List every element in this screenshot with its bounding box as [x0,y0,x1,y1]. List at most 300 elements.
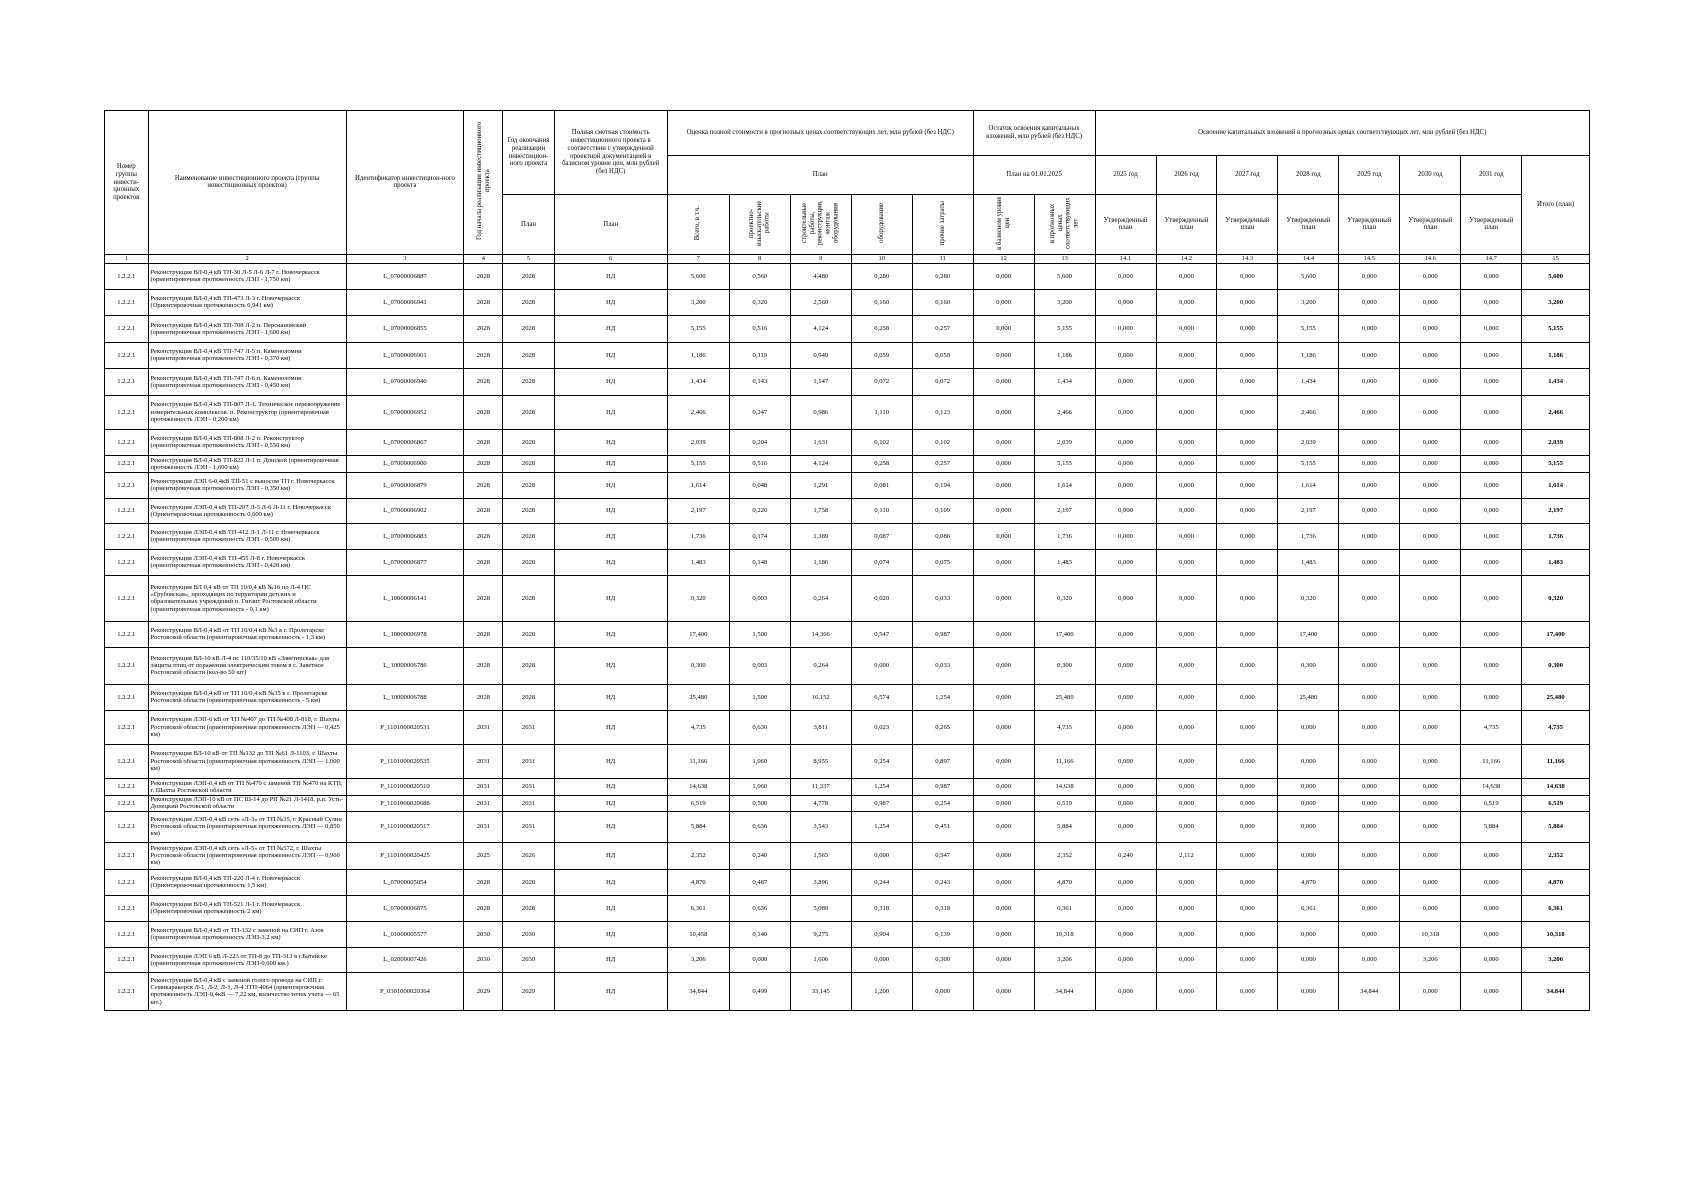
table-cell: 25,480 [1278,684,1339,710]
column-number: 3 [346,254,464,263]
table-cell: 0,119 [729,342,790,368]
table-cell: 0,000 [1339,647,1400,684]
table-cell: 0,000 [1461,842,1522,869]
table-row [105,289,1590,315]
header-remaining: Остаток освоения капитальных вложений, млн рублей (без НДС) [973,111,1095,156]
table-cell: 6,361 [1034,895,1095,921]
table-row [105,895,1590,921]
table-cell: 0,000 [973,778,1034,795]
table-cell: 0,265 [912,710,973,744]
table-cell: 1.2.2.1 [105,811,149,842]
table-cell: 0,500 [729,795,790,811]
table-cell: 10,318 [1400,921,1461,947]
project-name-cell: Реконструкция ВЛ-0,4 кВ ТП-473 Л-3 г. Новочеркасск (Ориентировочная протяженность 0,941 км) [148,289,346,315]
table-cell: 0,000 [1339,842,1400,869]
project-name-cell: Реконструкция ВЛ-0,4 кВ ТП-521 Л-1 г. Новочеркасск (Ориентировочная протяженность 2 км) [148,895,346,921]
table-cell: 0,254 [851,744,912,778]
table-cell: 0,000 [1278,744,1339,778]
table-cell: 1,434 [667,368,729,395]
table-cell: 0,000 [1461,921,1522,947]
table-cell: 1,434 [1034,368,1095,395]
table-cell: 0,000 [1156,778,1217,795]
table-cell: 0,000 [1461,647,1522,684]
table-cell: 0,000 [1217,811,1278,842]
table-cell: 5,884 [1034,811,1095,842]
table-cell: 2028 [464,368,503,395]
header-start-year: Год начала реализации инвестиционного проекта [464,111,503,255]
table-cell: L_07000006867 [346,429,464,455]
table-cell: 2031 [464,795,503,811]
table-cell: 0,000 [1156,895,1217,921]
header-year-2030: 2030 год [1400,156,1461,195]
project-name-cell: Реконструкция ВЛ-0,4 кВ ТП-822 Л-1 п. Донской (ориентировочная протяженность ЛЭП - 1,600 км) [148,455,346,472]
table-cell: НД [554,921,667,947]
table-cell: 0,059 [851,342,912,368]
table-cell: 4,124 [790,455,851,472]
table-cell: 0,000 [1095,684,1156,710]
project-name-cell: Реконструкция ВЛ-0,4 кВ ТП-30 Л-5 Л-6 Л-7 г. Новочеркасск (ориентировочная протяженность ЛЭП - 1,750 км) [148,263,346,289]
table-cell: 1,565 [790,842,851,869]
table-cell: 0,000 [1461,523,1522,549]
table-cell: 0,000 [1217,947,1278,972]
table-cell: 0,000 [1339,289,1400,315]
total-cell: 6,361 [1522,895,1590,921]
table-cell: 0,000 [1095,869,1156,895]
table-row [105,498,1590,523]
table-cell: 11,337 [790,778,851,795]
table-cell: НД [554,684,667,710]
table-cell: 0,300 [1034,647,1095,684]
table-cell: 0,000 [973,947,1034,972]
table-cell: 3,200 [667,289,729,315]
table-cell: 1,254 [851,778,912,795]
table-cell: 2028 [503,455,554,472]
table-cell: 0,000 [1461,684,1522,710]
table-cell: 0,000 [1339,621,1400,647]
table-cell: 5,155 [1034,315,1095,342]
table-cell: 0,318 [912,895,973,921]
table-cell: 3,206 [1034,947,1095,972]
table-cell: 2028 [464,289,503,315]
table-cell: L_07000006877 [346,549,464,575]
table-cell: 0,300 [667,647,729,684]
header-plan-date: План на 01.01.2025 [973,156,1095,195]
table-cell: 2028 [503,289,554,315]
table-cell: 2,352 [1034,842,1095,869]
header-plan-estimate: План [554,195,667,255]
table-cell: 2028 [464,472,503,498]
table-cell: НД [554,621,667,647]
project-name-cell: Реконструкция ЛЭП-0,4 кВ сеть «Л-3» от ТП №35, г. Красный Сулин Ростовской области (ориентировочная протяженность ЛЭП — 0,850 км) [148,811,346,842]
table-cell: P_0301000020364 [346,972,464,1010]
table-cell: 2028 [503,368,554,395]
table-cell: 2,112 [1156,842,1217,869]
table-cell: 0,904 [851,921,912,947]
header-plan: План [667,156,973,195]
table-cell: 0,000 [1400,315,1461,342]
table-cell: 2028 [503,575,554,621]
table-cell: 0,139 [912,921,973,947]
table-cell: 0,000 [1339,523,1400,549]
project-name-cell: Реконструкция ВЛ-0,4 кВ от ТП 10/0,4 кВ №35 в г. Пролетарске Ростовской области (ориентировочная протяженность - 5 км) [148,684,346,710]
table-cell: 0,204 [729,429,790,455]
table-cell: 2,466 [1034,395,1095,429]
table-cell: 0,000 [1217,621,1278,647]
header-base-prices: в базисном уровне цен [973,195,1034,255]
table-row [105,342,1590,368]
table-cell: 0,000 [1400,744,1461,778]
table-cell: 0,000 [1217,842,1278,869]
table-cell: 6,574 [851,684,912,710]
table-cell: 14,638 [667,778,729,795]
table-cell: 0,000 [1461,455,1522,472]
table-cell: 2029 [503,972,554,1010]
table-cell: L_07000006879 [346,472,464,498]
header-approved-2030: Утвержденный план [1400,195,1461,255]
table-cell: 1,254 [851,811,912,842]
table-cell: 0,000 [1400,621,1461,647]
table-cell: НД [554,575,667,621]
table-cell: 0,000 [1278,811,1339,842]
project-name-cell: Реконструкция ВЛ-0,4 кВ ТП-708 Л-2 п. Персиановский (ориентировочная протяженность ЛЭП - 1,600 км) [148,315,346,342]
table-cell: 3,206 [667,947,729,972]
header-approved-2027: Утвержденный план [1217,195,1278,255]
table-cell: 4,778 [790,795,851,811]
table-cell: 0,000 [1278,972,1339,1010]
table-cell: 1,736 [1034,523,1095,549]
table-cell: 0,000 [1400,455,1461,472]
table-cell: 0,000 [973,744,1034,778]
table-cell: 0,000 [1095,472,1156,498]
table-cell: 6,519 [667,795,729,811]
table-cell: 1.2.2.1 [105,498,149,523]
table-cell: 5,600 [1278,263,1339,289]
table-cell: 0,300 [1278,647,1339,684]
project-name-cell: Реконструкция ВЛ-0,4 кВ от ТП 10/0,4 кВ №3 в г. Пролетарске Ростовской области (ориентировочная протяженность - 1,3 км) [148,621,346,647]
table-cell: 1.2.2.1 [105,684,149,710]
table-cell: 1.2.2.1 [105,455,149,472]
header-plan-end: План [503,195,554,255]
project-name-cell: Реконструкция ЛЭП-6 кВ от ТП №407 до ТП №408 Л-818, г. Шахты Ростовской области (ориентировочная протяженность ЛЭП — 0,425 км) [148,710,346,744]
header-end-year: Год окончания реализации инвестицион-ного проекта [503,111,554,195]
table-cell: 0,000 [1217,744,1278,778]
table-cell: L_07000006901 [346,342,464,368]
table-cell: 0,320 [1034,575,1095,621]
column-number: 14.4 [1278,254,1339,263]
table-cell: 11,166 [1461,744,1522,778]
table-cell: 0,000 [1278,842,1339,869]
table-cell: 0,000 [912,972,973,1010]
table-cell: НД [554,315,667,342]
table-cell: 5,155 [1034,455,1095,472]
table-cell: 5,155 [1278,315,1339,342]
table-cell: 2,466 [1278,395,1339,429]
table-cell: 0,110 [851,498,912,523]
table-cell: 1,389 [790,523,851,549]
table-row [105,795,1590,811]
table-cell: 0,000 [1217,315,1278,342]
table-cell: НД [554,710,667,744]
table-cell: 4,735 [1034,710,1095,744]
table-cell: 6,361 [667,895,729,921]
table-cell: 1,631 [790,429,851,455]
table-cell: 0,986 [790,395,851,429]
table-cell: 0,000 [1156,395,1217,429]
table-cell: 0,264 [790,647,851,684]
table-cell: 0,000 [1156,429,1217,455]
table-cell: 0,000 [1400,895,1461,921]
table-cell: 0,636 [729,895,790,921]
project-name-cell: Реконструкция ЛЭП 6-0,4кВ ТП-51 с выносом ТП г. Новочеркасск (ориентировочная протяженность ЛЭП - 0,350 км) [148,472,346,498]
table-cell: 0,000 [1400,549,1461,575]
table-cell: 1,291 [790,472,851,498]
table-cell: 0,020 [851,575,912,621]
total-cell: 1,434 [1522,368,1590,395]
table-cell: 2029 [464,972,503,1010]
header-project-name: Наименование инвестиционного проекта (группы инвестиционных проектов) [148,111,346,255]
table-cell: 17,400 [1278,621,1339,647]
table-cell: 0,003 [729,575,790,621]
table-cell: 0,000 [1339,315,1400,342]
table-cell: 0,174 [729,523,790,549]
table-cell: L_07000006941 [346,289,464,315]
total-cell: 1,186 [1522,342,1590,368]
table-cell: 0,000 [1217,795,1278,811]
column-number: 14.2 [1156,254,1217,263]
table-cell: 0,000 [1339,472,1400,498]
table-cell: 0,000 [1217,549,1278,575]
table-cell: 0,000 [1339,395,1400,429]
table-cell: 0,000 [1339,575,1400,621]
table-cell: L_02000007426 [346,947,464,972]
column-number: 12 [973,254,1034,263]
table-cell: 2028 [503,315,554,342]
table-cell: 33,145 [790,972,851,1010]
total-cell: 1,736 [1522,523,1590,549]
table-cell: 0,257 [912,455,973,472]
column-number: 14.1 [1095,254,1156,263]
table-cell: 3,811 [790,710,851,744]
table-cell: 0,547 [851,621,912,647]
table-cell: 1.2.2.1 [105,778,149,795]
table-row [105,472,1590,498]
header-approved-2025: Утвержденный план [1095,195,1156,255]
table-cell: НД [554,342,667,368]
table-cell: 1,060 [729,778,790,795]
table-cell: 2028 [464,549,503,575]
table-cell: 0,000 [1217,472,1278,498]
table-cell: L_10000006788 [346,684,464,710]
table-cell: L_07000006883 [346,523,464,549]
table-cell: 0,000 [1339,684,1400,710]
table-cell: P_1101000020688 [346,795,464,811]
table-cell: НД [554,498,667,523]
table-cell: 0,123 [912,395,973,429]
table-cell: 5,155 [667,455,729,472]
table-cell: 0,000 [1339,549,1400,575]
table-cell: 0,000 [1095,523,1156,549]
table-cell: НД [554,395,667,429]
table-cell: 0,000 [1461,289,1522,315]
table-cell: 2030 [503,921,554,947]
table-cell: 0,000 [1400,498,1461,523]
table-cell: 0,000 [973,455,1034,472]
header-approved-2029: Утвержденный план [1339,195,1400,255]
table-cell: 1.2.2.1 [105,869,149,895]
table-cell: 5,884 [667,811,729,842]
table-cell: 6,519 [1034,795,1095,811]
table-cell: 16,152 [790,684,851,710]
table-cell: 0,320 [667,575,729,621]
header-total: Итого (план) [1522,156,1590,255]
table-cell: 0,000 [1400,842,1461,869]
table-cell: 0,087 [851,523,912,549]
table-cell: 2028 [503,549,554,575]
investment-table [104,110,1590,1011]
table-cell: 0,000 [1095,647,1156,684]
table-cell: 0,000 [1339,429,1400,455]
table-row [105,811,1590,842]
table-cell: 0,000 [973,342,1034,368]
table-cell: 0,000 [1339,869,1400,895]
table-cell: 1.2.2.1 [105,972,149,1010]
table-cell: 0,560 [729,263,790,289]
total-cell: 4,870 [1522,869,1590,895]
table-cell: 0,987 [851,795,912,811]
table-cell: 0,000 [1156,575,1217,621]
table-cell: 10,458 [667,921,729,947]
table-cell: 0,000 [1156,744,1217,778]
table-cell: 0,000 [973,972,1034,1010]
table-cell: 0,000 [1156,523,1217,549]
table-cell: 0,000 [1400,972,1461,1010]
table-cell: 2028 [464,342,503,368]
total-cell: 2,352 [1522,842,1590,869]
table-cell: 0,000 [1278,710,1339,744]
project-name-cell: Реконструкция ЛЭП-0,4 кВ от ТП №470 с заменой ТП №470 на КТП, г. Шахты Ростовской области [148,778,346,795]
table-cell: НД [554,778,667,795]
table-cell: 2028 [464,684,503,710]
table-cell: 0,148 [729,549,790,575]
table-cell: 2028 [464,523,503,549]
table-cell: 0,033 [912,647,973,684]
header-project-id: Идентификатор инвестицион-ного проекта [346,111,464,255]
table-cell: 2028 [503,647,554,684]
table-cell: 2028 [503,342,554,368]
table-row [105,368,1590,395]
table-cell: 2031 [464,811,503,842]
table-cell: 2031 [503,811,554,842]
table-cell: 1.2.2.1 [105,842,149,869]
table-cell: 0,000 [1400,869,1461,895]
table-cell: 1.2.2.1 [105,795,149,811]
total-cell: 0,300 [1522,647,1590,684]
table-cell: 2026 [503,842,554,869]
table-cell: 0,000 [1156,795,1217,811]
table-cell: 2028 [464,429,503,455]
table-cell: 0,000 [1461,575,1522,621]
table-cell: 0,000 [1156,811,1217,842]
total-cell: 0,320 [1522,575,1590,621]
table-row [105,455,1590,472]
table-cell: 0,000 [973,315,1034,342]
table-cell: 0,000 [1339,744,1400,778]
header-equipment: оборудование [851,195,912,255]
column-number-row [105,254,1590,263]
table-cell: 0,000 [1400,395,1461,429]
table-row [105,647,1590,684]
table-cell: 2031 [464,744,503,778]
table-cell: 0,000 [1339,710,1400,744]
table-cell: 0,516 [729,455,790,472]
table-cell: 0,072 [912,368,973,395]
table-cell: 0,000 [1217,972,1278,1010]
table-cell: 0,257 [912,315,973,342]
table-cell: 0,000 [1095,744,1156,778]
table-cell: 0,000 [1156,647,1217,684]
table-cell: 0,000 [973,795,1034,811]
header-approved-2028: Утвержденный план [1278,195,1339,255]
table-cell: 0,000 [1095,395,1156,429]
table-cell: 0,000 [973,472,1034,498]
table-cell: 0,160 [851,289,912,315]
table-cell: 1,500 [729,621,790,647]
table-cell: 0,000 [1095,947,1156,972]
total-cell: 6,519 [1522,795,1590,811]
table-cell: 0,000 [1339,368,1400,395]
table-cell: 0,000 [1095,921,1156,947]
table-cell: 0,140 [729,921,790,947]
table-cell: 0,320 [1278,575,1339,621]
table-cell: 0,000 [1095,972,1156,1010]
table-cell: 2028 [503,263,554,289]
table-cell: P_1101000020517 [346,811,464,842]
table-cell: 0,000 [973,895,1034,921]
table-cell: 0,000 [1217,395,1278,429]
header-approved-2026: Утвержденный план [1156,195,1217,255]
table-row [105,395,1590,429]
table-cell: 0,000 [973,523,1034,549]
table-cell: 0,000 [1217,289,1278,315]
table-cell: 0,000 [1461,368,1522,395]
table-cell: 1.2.2.1 [105,395,149,429]
table-cell: 0,243 [912,869,973,895]
table-cell: 0,000 [851,842,912,869]
table-cell: 0,320 [729,289,790,315]
table-cell: 0,300 [912,947,973,972]
column-number: 5 [503,254,554,263]
table-cell: 2,197 [667,498,729,523]
table-row [105,710,1590,744]
table-cell: 2028 [464,263,503,289]
table-cell: 4,480 [790,263,851,289]
table-cell: НД [554,429,667,455]
table-cell: НД [554,368,667,395]
table-cell: 2,197 [1034,498,1095,523]
total-cell: 5,884 [1522,811,1590,842]
table-cell: 1.2.2.1 [105,342,149,368]
table-cell: 2028 [464,498,503,523]
header-forecast-prices: в прогнозных ценах соответствующих лет [1034,195,1095,255]
total-cell: 1,483 [1522,549,1590,575]
table-row [105,621,1590,647]
table-cell: 4,735 [1461,710,1522,744]
table-cell: 0,000 [1339,895,1400,921]
table-cell: 2,560 [790,289,851,315]
table-cell: 0,000 [973,549,1034,575]
table-cell: L_07000005054 [346,869,464,895]
table-cell: 0,987 [912,621,973,647]
